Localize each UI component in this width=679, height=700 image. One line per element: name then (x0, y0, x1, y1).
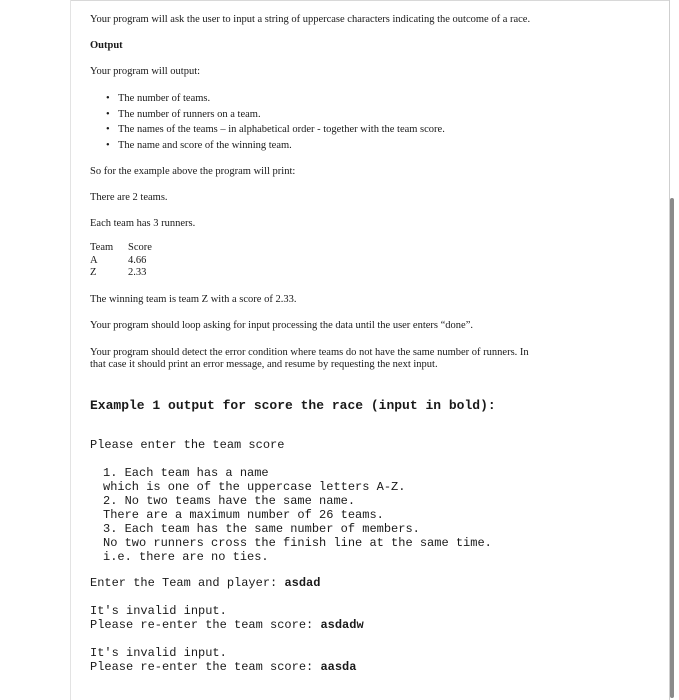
output-bullet-list (106, 92, 445, 154)
example1-heading: Example 1 output for score the race (input in bold): (90, 398, 496, 413)
invalid-message-2: It's invalid input. (90, 646, 227, 660)
loop-line: Your program should loop asking for input processing the data until the user enters “done”. (90, 320, 473, 331)
bullet-icon: • (106, 139, 110, 151)
list-item: • The number of teams. (106, 93, 211, 104)
page-left-border (70, 0, 71, 700)
table-header-score: Score (128, 242, 152, 253)
bullet-icon: • (106, 93, 110, 104)
list-item: No two runners cross the finish line at the same time. (103, 536, 492, 550)
list-item: 1. Each team has a name (103, 466, 269, 480)
table-header-team: Team (90, 242, 114, 253)
bullet-icon: • (106, 108, 110, 120)
list-item: • The number of runners on a team. (106, 108, 261, 120)
user-input-2: asdadw (320, 618, 364, 632)
list-item: which is one of the uppercase letters A-Z. (103, 480, 406, 494)
table-cell-team: Z (90, 267, 97, 278)
example-intro: So for the example above the program will print: (90, 166, 296, 177)
output-heading: Output (90, 40, 123, 51)
reenter-prompt: Please re-enter the team score: (90, 660, 321, 674)
prompt-score: Please enter the team score (90, 438, 285, 452)
error-line-2: that case it should print an error message, and resume by requesting the next input. (90, 359, 438, 370)
list-item: There are a maximum number of 26 teams. (103, 508, 384, 522)
runners-count-line: Each team has 3 runners. (90, 218, 196, 229)
table-cell-team: A (90, 254, 98, 266)
reenter-prompt: Please re-enter the team score: (90, 618, 321, 632)
list-item: 3. Each team has the same number of members. (103, 522, 420, 536)
table-cell-score: 4.66 (128, 254, 147, 266)
list-item: • The name and score of the winning team. (106, 139, 292, 151)
winner-line: The winning team is team Z with a score of 2.33. (90, 294, 297, 305)
intro-text: Your program will ask the user to input a string of uppercase characters indicating the outcome of a race. (90, 14, 531, 25)
table-cell-score: 2.33 (128, 267, 147, 278)
list-item: 2. No two teams have the same name. (103, 494, 356, 508)
reenter-line-1 (90, 618, 364, 632)
list-item: • The names of the teams – in alphabetical order - together with the team score. (106, 124, 445, 135)
list-item: i.e. there are no ties. (103, 550, 269, 564)
error-line-1: Your program should detect the error condition where teams do not have the same number of runners. In (90, 347, 529, 358)
prompt-player: Enter the Team and player: (90, 576, 285, 590)
rules-list (103, 466, 492, 564)
user-input-1: asdad (284, 576, 321, 590)
user-input-3: aasda (320, 660, 357, 674)
prompt-player-line (90, 576, 320, 590)
reenter-line-2 (90, 660, 356, 674)
output-intro: Your program will output: (90, 66, 201, 77)
page-top-border (70, 0, 670, 1)
invalid-message-1: It's invalid input. (90, 604, 227, 618)
scrollbar-thumb[interactable] (670, 198, 674, 698)
bullet-icon: • (106, 124, 110, 135)
teams-count-line: There are 2 teams. (90, 192, 168, 203)
